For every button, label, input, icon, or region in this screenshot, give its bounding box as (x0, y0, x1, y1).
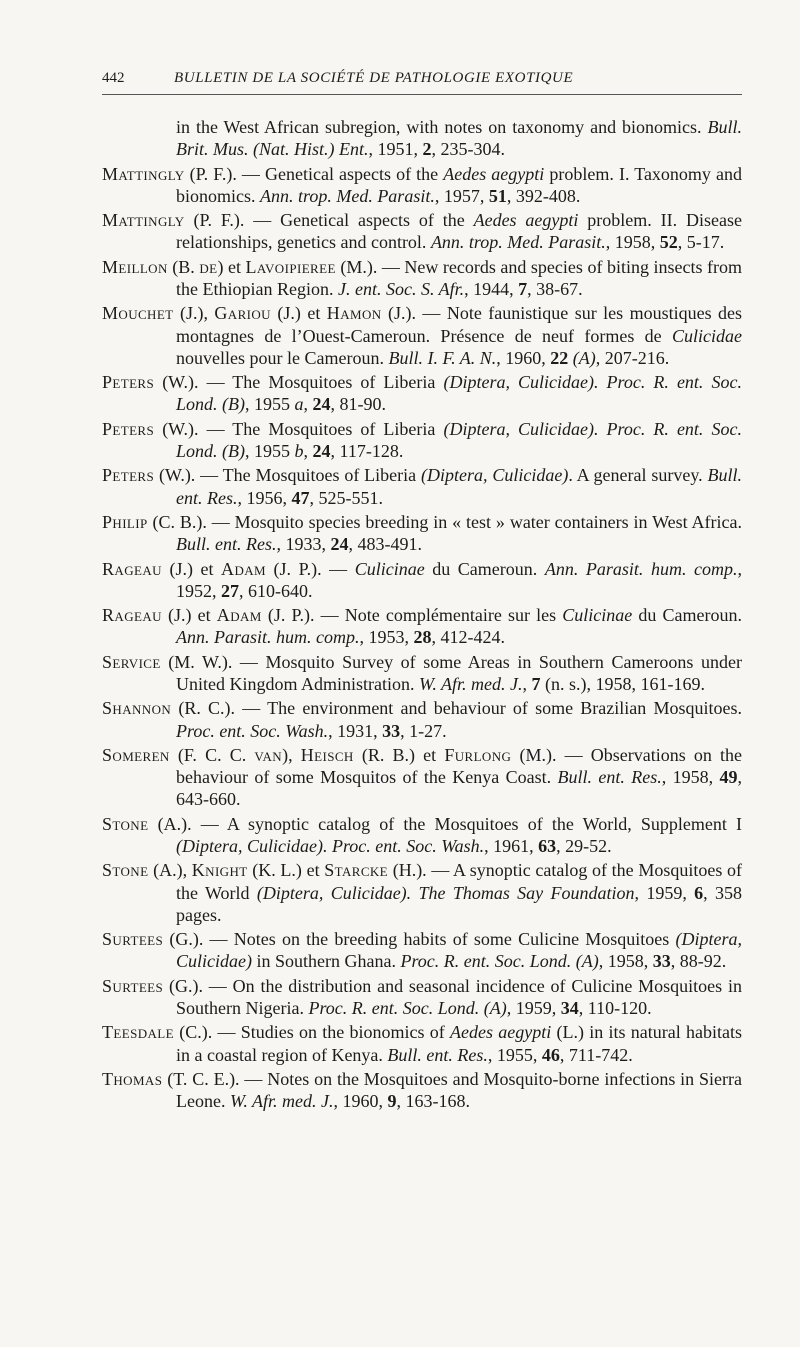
ref-text: , 29-52. (556, 835, 612, 856)
ref-text: , 1944, (464, 278, 519, 299)
ref-text: , (303, 440, 313, 461)
ref-author: Rageau (102, 558, 162, 579)
ref-text: . A general survey. (568, 465, 708, 486)
ref-text: nouvelles pour le Cameroun. (176, 347, 389, 368)
reference-entry (102, 418, 742, 462)
ref-text: (M. W.). — Mosquito Survey of some Areas in Southern Cameroons under United Kingdom Administration. (160, 651, 742, 694)
ref-text: , 1955, (487, 1044, 542, 1065)
ref-volume: 24 (312, 394, 331, 415)
ref-text: , 81-90. (330, 394, 386, 415)
ref-author: Peters (102, 418, 155, 439)
ref-text: , 1952, (176, 558, 742, 601)
ref-volume: 2 (422, 139, 432, 160)
ref-text: , 235-304. (431, 139, 505, 160)
reference-entry (102, 558, 742, 602)
ref-italic: (Diptera, Culicidae) (176, 929, 742, 972)
ref-author: Surtees (102, 929, 164, 950)
reference-entry (102, 975, 742, 1019)
reference-entry (102, 744, 742, 811)
ref-text: , 1-27. (400, 720, 447, 741)
ref-text: , 110-120. (578, 997, 652, 1018)
ref-text: (n. s.), 1958, 161-169. (540, 673, 705, 694)
ref-author: Lavoipieree (245, 256, 336, 277)
ref-text: (J. P.). — Note complémentaire sur les (261, 605, 563, 626)
ref-text: , 1953, (359, 627, 414, 648)
ref-author: Heisch (300, 744, 354, 765)
ref-text: , 117-128. (330, 440, 404, 461)
ref-author: Adam (216, 605, 262, 626)
ref-text: ), (282, 744, 301, 765)
ref-text: (A.). — A synoptic catalog of the Mosquitoes of the World, Supplement I (148, 813, 742, 834)
ref-text: (R. B.) et (353, 744, 445, 765)
ref-text: (J.) et (161, 558, 222, 579)
ref-text: , 1958, (598, 951, 653, 972)
ref-author: Furlong (444, 744, 512, 765)
reference-entry (102, 813, 742, 857)
ref-italic: Bull. ent. Res. (176, 534, 277, 555)
ref-italic: (Diptera, Culicidae). Proc. ent. Soc. Wash. (176, 835, 485, 856)
ref-text: , 1961, (484, 835, 539, 856)
ref-italic: Aedes aegypti (473, 210, 579, 231)
ref-volume: 63 (538, 835, 557, 856)
ref-text: , 711-742. (559, 1044, 633, 1065)
ref-author: Peters (102, 465, 155, 486)
ref-italic: Bull. ent. Res. (387, 1044, 488, 1065)
ref-text: , 1951, (368, 139, 423, 160)
ref-text: (L.) in its natural habitats in a coastal region of Kenya. (176, 1022, 742, 1065)
ref-text: (G.). — On the distribution and seasonal incidence of Culicine Mosquitoes in Southern Nigeria. (163, 975, 742, 1018)
ref-italic: W. Afr. med. J. (419, 673, 523, 694)
reference-entry (102, 371, 742, 415)
ref-author: Gariou (214, 303, 271, 324)
ref-text: , 358 pages. (176, 882, 743, 925)
ref-italic: Culicinae (562, 605, 633, 626)
ref-italic: (Diptera, Culicidae). The Thomas Say Foundation (256, 882, 635, 903)
ref-author: Shannon (102, 698, 172, 719)
ref-volume: 51 (488, 185, 507, 206)
ref-volume: 28 (413, 627, 432, 648)
ref-author: Philip (102, 511, 148, 532)
reference-entry (102, 651, 742, 695)
ref-italic: Proc. ent. Soc. Wash. (176, 720, 329, 741)
ref-text: (A.), (148, 860, 192, 881)
ref-text: , 483-491. (348, 534, 422, 555)
ref-volume: 9 (387, 1091, 397, 1112)
ref-italic: Bull. ent. Res. (176, 465, 742, 508)
ref-author: Stone (102, 813, 149, 834)
ref-text: (F. C. C. (169, 744, 255, 765)
ref-text: (T. C. E.). — Notes on the Mosquitoes and Mosquito-borne infections in Sierra Leone. (162, 1068, 742, 1112)
page-number: 442 (102, 70, 125, 86)
ref-text: , 1933, (276, 534, 331, 555)
ref-volume: 22 (550, 347, 569, 368)
ref-text: , 88-92. (670, 951, 727, 972)
ref-author: Starcke (324, 860, 389, 881)
reference-entry (102, 859, 742, 926)
ref-italic: Proc. R. ent. Soc. Lond. (A) (400, 951, 599, 972)
ref-text: , 163-168. (396, 1091, 470, 1112)
journal-title: BULLETIN DE LA SOCIÉTÉ DE PATHOLOGIE EXOTIQUE (174, 70, 574, 86)
reference-entry (102, 511, 742, 555)
ref-text: du Cameroun. (424, 558, 545, 579)
ref-text: (J.) et (161, 605, 217, 626)
reference-list (102, 116, 742, 1114)
ref-text: du Cameroun. (632, 605, 742, 626)
ref-author: van (254, 744, 283, 765)
ref-volume: 24 (330, 534, 349, 555)
ref-text: , 412-424. (431, 627, 505, 648)
ref-text: , 207-216. (595, 347, 670, 368)
ref-author: Hamon (326, 303, 382, 324)
ref-author: Rageau (102, 605, 162, 626)
ref-text: , 1956, (237, 487, 292, 508)
running-header (102, 70, 742, 95)
ref-author: Meillon (102, 256, 168, 277)
ref-volume: 47 (291, 487, 310, 508)
ref-text: , 1958, (605, 232, 660, 253)
ref-text: (W.). — The Mosquitoes of Liberia (154, 418, 444, 439)
reference-entry (102, 928, 742, 972)
ref-text: (K. L.) et (247, 860, 325, 881)
ref-italic: Bull. ent. Res. (557, 767, 662, 788)
ref-text: (B. (167, 256, 200, 277)
ref-text: (J. P.). — (265, 558, 355, 579)
ref-text: , 1959, (634, 882, 695, 903)
ref-volume: 7 (518, 278, 528, 299)
ref-volume: 46 (541, 1044, 560, 1065)
ref-volume: 7 (531, 673, 541, 694)
ref-text: , 1957, (434, 185, 489, 206)
ref-text: , 1958, (661, 767, 720, 788)
ref-text: , 1955 (245, 394, 295, 415)
ref-italic: Aedes aegypti (450, 1022, 552, 1043)
ref-volume: 34 (560, 997, 579, 1018)
reference-entry (102, 1068, 742, 1112)
ref-text: (M.). — Observations on the behaviour of some Mosquitos of the Kenya Coast. (176, 744, 743, 788)
ref-italic: Ann. Parasit. hum. comp. (544, 558, 738, 579)
ref-volume: 6 (694, 882, 704, 903)
ref-volume: 24 (312, 440, 331, 461)
ref-text: (P. F.). — Genetical aspects of the (184, 163, 444, 184)
ref-italic: (Diptera, Culicidae). Proc. R. ent. Soc. Lond. (B) (176, 372, 742, 415)
ref-author: Mattingly (102, 210, 185, 231)
ref-volume: 33 (652, 951, 671, 972)
ref-author: Someren (102, 744, 170, 765)
ref-text: , 1955 (245, 440, 295, 461)
ref-text: (G.). — Notes on the breeding habits of some Culicine Mosquitoes (163, 929, 676, 950)
reference-entry (102, 464, 742, 508)
ref-italic: W. Afr. med. J. (229, 1091, 334, 1112)
ref-text: ) et (217, 256, 246, 277)
ref-italic: Bull. Brit. Mus. (Nat. Hist.) Ent. (176, 117, 742, 160)
ref-text: (P. F.). — Genetical aspects of the (184, 210, 474, 231)
ref-text: problem. I. Taxonomy and bionomics. (176, 163, 743, 206)
reference-entry (102, 302, 742, 369)
ref-italic: (A) (572, 347, 596, 368)
ref-volume: 33 (382, 720, 401, 741)
ref-text: , 38-67. (527, 278, 583, 299)
ref-italic: Ann. trop. Med. Parasit. (430, 232, 606, 253)
reference-entry (102, 604, 742, 648)
ref-italic: J. ent. Soc. S. Afr. (337, 278, 465, 299)
ref-italic: a (294, 394, 304, 415)
ref-author: Stone (102, 860, 149, 881)
reference-entry (102, 256, 742, 300)
ref-volume: 52 (659, 232, 678, 253)
ref-text: , 1959, (506, 997, 561, 1018)
ref-text: (W.). — The Mosquitoes of Liberia (154, 465, 421, 486)
ref-author: Adam (221, 558, 266, 579)
ref-text: (H.). — A synoptic catalog of the Mosquitoes of the World (176, 860, 742, 903)
ref-author: Mouchet (102, 303, 174, 324)
ref-italic: (Diptera, Culicidae). Proc. R. ent. Soc. Lond. (B) (176, 418, 742, 461)
ref-italic: Proc. R. ent. Soc. Lond. (A) (308, 997, 507, 1018)
reference-entry (102, 163, 742, 207)
ref-text: (C. B.). — Mosquito species breeding in « test » water containers in West Africa. (147, 511, 742, 532)
ref-volume: 49 (719, 767, 738, 788)
ref-text: in Southern Ghana. (251, 951, 401, 972)
ref-italic: Ann. Parasit. hum. comp. (176, 627, 360, 648)
ref-text: , 525-551. (309, 487, 383, 508)
reference-entry (102, 209, 742, 253)
ref-text: , 392-408. (506, 185, 581, 206)
ref-text: , 643-660. (176, 767, 742, 810)
ref-italic: Aedes aegypti (443, 163, 545, 184)
ref-text: , 610-640. (239, 580, 313, 601)
ref-text: , 5-17. (677, 232, 725, 253)
ref-text: problem. II. Disease relationships, genetics and control. (176, 210, 742, 253)
ref-italic: b (294, 440, 304, 461)
ref-text: (R. C.). — The environment and behaviour of some Brazilian Mosquitoes. (171, 698, 742, 719)
reference-entry (102, 697, 742, 741)
ref-text: , (303, 394, 313, 415)
ref-italic: Bull. I. F. A. N. (388, 347, 497, 368)
ref-author: de (199, 256, 218, 277)
ref-author: Teesdale (102, 1022, 174, 1043)
ref-text: (W.). — The Mosquitoes of Liberia (154, 372, 444, 393)
ref-italic: Culicidae (672, 325, 742, 346)
ref-author: Peters (102, 372, 155, 393)
ref-text: (M.). — New records and species of biting insects from the Ethiopian Region. (176, 256, 743, 299)
ref-italic: (Diptera, Culicidae) (421, 465, 569, 486)
ref-italic: Ann. trop. Med. Parasit. (260, 185, 435, 206)
ref-text: (J.) et (270, 303, 327, 324)
ref-text: , 1960, (496, 347, 551, 368)
ref-text: (J.). — Note faunistique sur les moustiques des montagnes de l’Ouest-Cameroun. Présence de neuf formes de (176, 303, 743, 346)
ref-text: (C.). — Studies on the bionomics of (173, 1022, 451, 1043)
ref-author: Thomas (102, 1068, 163, 1089)
ref-author: Service (102, 651, 161, 672)
ref-text: in the West African subregion, with notes on taxonomy and bionomics. (176, 117, 708, 137)
reference-entry (102, 1021, 742, 1065)
ref-text: (J.), (173, 303, 215, 324)
ref-text: , (522, 673, 532, 694)
ref-italic: Culicinae (354, 558, 425, 579)
ref-author: Surtees (102, 975, 164, 996)
ref-author: Mattingly (102, 163, 185, 184)
ref-text: , 1931, (328, 720, 383, 741)
ref-volume: 27 (221, 580, 239, 601)
ref-author: Knight (191, 860, 248, 881)
reference-entry (102, 116, 742, 160)
ref-text: , 1960, (333, 1091, 388, 1112)
